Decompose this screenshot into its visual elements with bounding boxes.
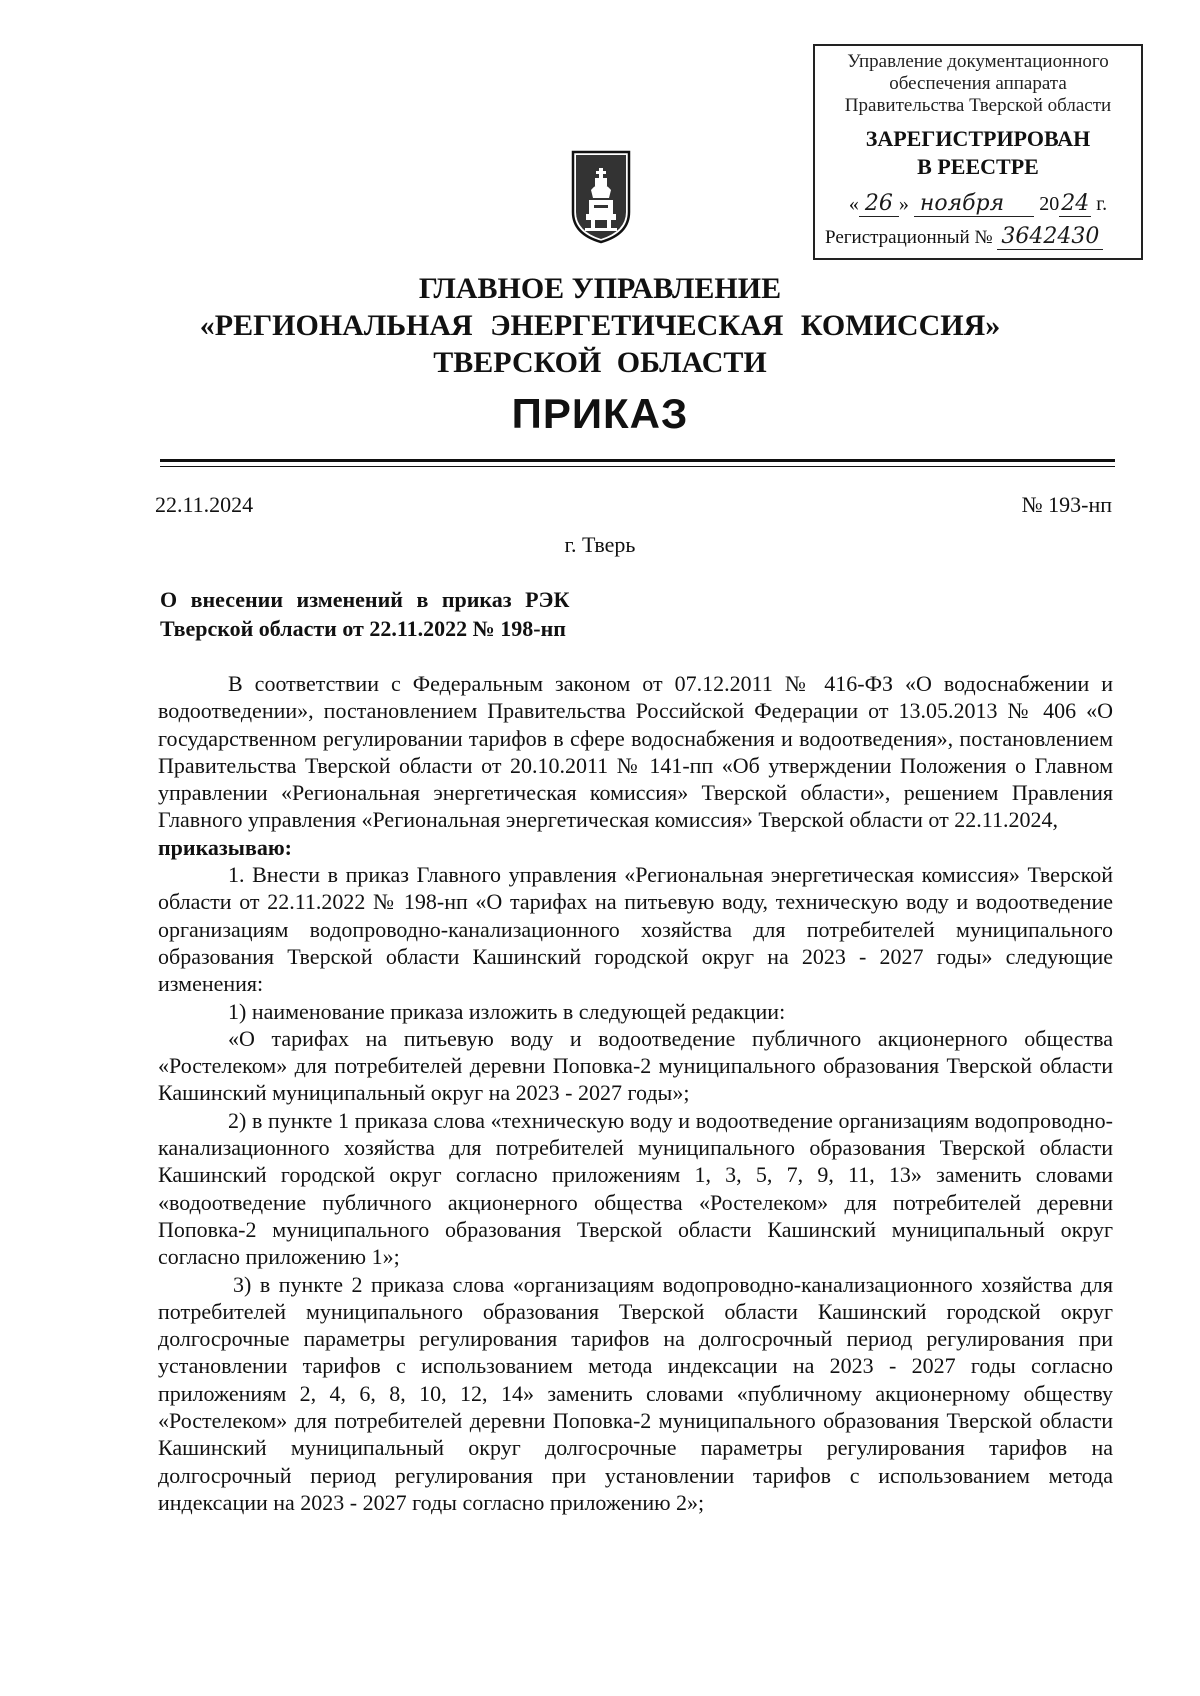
org-name-line: ГЛАВНОЕ УПРАВЛЕНИЕ bbox=[418, 272, 782, 305]
divider bbox=[160, 459, 1115, 462]
document-date: 22.11.2024 bbox=[155, 492, 254, 517]
stamp-reg-number: 3642430 bbox=[997, 224, 1103, 250]
document-city: г. Тверь bbox=[564, 532, 636, 557]
org-name-line: ТВЕРСКОЙ ОБЛАСТИ bbox=[433, 346, 767, 379]
subitem-1-text-paragraph: «О тарифах на питьевую воду и водоотведение публичного акционерного общества «Ростелеком» для потребителей деревни Поповка-2 муниципального образования Тверской области Кашинский муниципальный округ на 2023 - 2027 годы»; bbox=[158, 1025, 1113, 1106]
stamp-registered-line: В РЕЕСТРЕ bbox=[917, 154, 1039, 179]
subitem-1-paragraph: 1) наименование приказа изложить в следующей редакции: bbox=[228, 998, 786, 1024]
stamp-reg bbox=[815, 224, 1141, 249]
stamp-registered-line: ЗАРЕГИСТРИРОВАН bbox=[865, 126, 1091, 151]
document-subject bbox=[160, 585, 760, 643]
subitem-3-paragraph: 3) в пункте 2 приказа слова «организациям водопроводно-канализационного хозяйства для потребителей муниципального образования Тверской области Кашинский городской округ долгосрочные параметры регулирования тарифов на долгосрочный период регулирования при установлении тарифов с использованием метода индексации на 2023 - 2027 годы согласно приложениям 2, 4, 6, 8, 10, 12, 14» заменить словами «публичному акционерному обществу «Ростелеком» для потребителей деревни Поповка-2 муниципального образования Тверской области Кашинский муниципальный округ долгосрочные параметры регулирования тарифов на долгосрочный период регулирования при установлении тарифов с использованием метода индексации на 2023 - 2027 годы согласно приложению 2»; bbox=[158, 1271, 1113, 1515]
stamp-registered bbox=[815, 125, 1141, 181]
order-word: приказываю: bbox=[158, 834, 292, 860]
preamble-paragraph: В соответствии с Федеральным законом от 07.12.2011 № 416-ФЗ «О водоснабжении и водоотведении», постановлением Правительства Российской Федерации от 13.05.2013 № 406 «О государственном регулировании тарифов в сфере водоснабжения и водоотведения», постановлением Правительства Тверской области от 20.10.2011 № 141-пп «Об утверждении Положения о Главном управлении «Региональная энергетическая комиссия» Тверской области», решением Правления Главного управления «Региональная энергетическая комиссия» Тверской области от 22.11.2024, bbox=[158, 671, 1113, 833]
stamp-month: ноября bbox=[914, 191, 1034, 217]
document-number: № 193-нп bbox=[1021, 492, 1112, 517]
stamp-year-end: г. bbox=[1096, 193, 1108, 215]
stamp-year-prefix: 20 bbox=[1039, 193, 1060, 215]
subitem-2-paragraph: 2) в пункте 1 приказа слова «техническую воду и водоотведение организациям водопроводно-канализационного хозяйства для потребителей муниципального образования Тверской области Кашинский городской округ согласно приложениям 1, 3, 5, 7, 9, 11, 13» заменить словами «водоотведение публичного акционерного общества «Ростелеком» для потребителей деревни Поповка-2 муниципального образования Тверской области Кашинский муниципальный округ согласно приложению 1»; bbox=[158, 1107, 1113, 1270]
stamp-org-line: Управление документационного bbox=[847, 51, 1109, 72]
subject-line: О внесении изменений в приказ РЭК bbox=[160, 587, 570, 612]
stamp-org-line: обеспечения аппарата bbox=[889, 73, 1067, 94]
subject-line: Тверской области от 22.11.2022 № 198-нп bbox=[160, 616, 566, 641]
stamp-reg-label: Регистрационный № bbox=[825, 227, 993, 248]
document-title: ПРИКАЗ bbox=[511, 390, 689, 437]
registration-stamp bbox=[813, 44, 1143, 260]
stamp-date: « 26 » ноября 2024 г. bbox=[848, 191, 1108, 216]
stamp-org-line: Правительства Тверской области bbox=[844, 95, 1112, 116]
stamp-year-suffix: 24 bbox=[1061, 191, 1090, 216]
document-body bbox=[158, 670, 1113, 1516]
item-1-paragraph: 1. Внести в приказ Главного управления «Региональная энергетическая комиссия» Тверской области от 22.11.2022 № 198-нп «О тарифах на питьевую воду, техническую воду и водоотведение организациям водопроводно-канализационного хозяйства для потребителей муниципального образования Тверской области Кашинский городской округ на 2023 - 2027 годы» следующие изменения: bbox=[158, 862, 1113, 997]
stamp-day: 26 bbox=[859, 191, 899, 217]
divider bbox=[160, 466, 1115, 467]
coat-of-arms-icon bbox=[571, 150, 631, 244]
org-name-line: «РЕГИОНАЛЬНАЯ ЭНЕРГЕТИЧЕСКАЯ КОМИССИЯ» bbox=[199, 309, 1001, 342]
